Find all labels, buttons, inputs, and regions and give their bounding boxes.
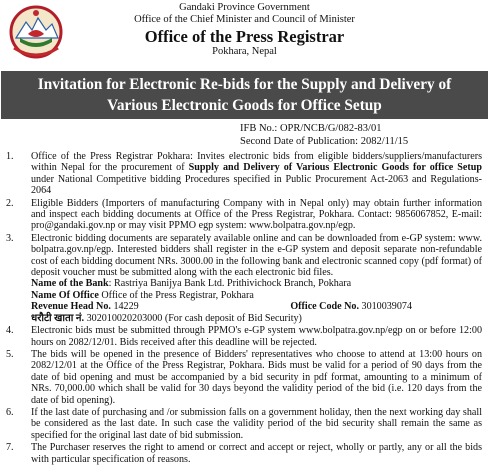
publication-date: Second Date of Publication: 2082/11/15 bbox=[240, 135, 409, 147]
office-value: Office of the Press Registrar, Pokhara bbox=[98, 289, 254, 301]
revenue-row bbox=[31, 301, 482, 312]
office-label: Name Of Office bbox=[31, 289, 99, 301]
item-number: 6. bbox=[6, 406, 14, 418]
letterhead bbox=[0, 2, 489, 58]
office-code-value: 3010039074 bbox=[359, 301, 412, 313]
location-line: Pokhara, Nepal bbox=[212, 46, 277, 57]
item-text: Eligible Bidders (Importers of manufacturing Company with in Nepal only) may obtain further information and inspect each bidding documents at Office of the Press Registrar, Pokhara. Contact: 9856067852, E-mail: pro@gandaki.gov.np or may visit PPMO egp system: www.bolpatra.gov.np/egp. bbox=[31, 197, 482, 232]
revenue-label: Revenue Head No. bbox=[31, 301, 111, 313]
list-item bbox=[6, 325, 482, 348]
item-text-part: under National Competitive bidding Procedures specified in Public Procurement Act-2063 and Regulations-2064 bbox=[31, 173, 482, 197]
banner-line-2: Various Electronic Goods for Office Setup bbox=[107, 97, 382, 114]
item-text-bold: Supply and Delivery of Various Electronic Goods for office Setup bbox=[188, 162, 482, 174]
item-text: If the last date of purchasing and /or submission falls on a government holiday, then the next working day shall be considered as the last date. In such case the validity period of the bid security shall remain the same as specified for the original last date of bid submission. bbox=[31, 406, 482, 441]
bank-label: Name of the Bank bbox=[31, 278, 109, 290]
item-number: 4. bbox=[6, 325, 14, 337]
office-code bbox=[290, 301, 412, 312]
item-text bbox=[31, 151, 482, 197]
item-text-part: Office of the Press Registrar Pokhara: Invites electronic bids from eligible bidders/suppliers/manufacturers within Nepal for the procurement of bbox=[31, 151, 482, 174]
list-item bbox=[6, 233, 482, 324]
revenue-value: 14229 bbox=[113, 301, 139, 313]
bank-value: : Rastriya Banijya Bank Ltd. Prithivichock Branch, Pokhara bbox=[108, 278, 352, 290]
office-row bbox=[31, 290, 482, 301]
item-text: The Purchaser reserves the right to amend or correct and accept or reject, wholly or partly, any or all the bids with particular specification of reasons. bbox=[31, 442, 482, 465]
office-code-label: Office Code No. bbox=[290, 301, 359, 313]
item-text: Electronic bids must be submitted through PPMO's e-GP system www.bolpatra.gov.np/egp on or before 12:00 hours on 2082/12/01. Bids received after this deadline will be rejected. bbox=[31, 325, 482, 348]
banner-line-1: Invitation for Electronic Re-bids for the Supply and Delivery of bbox=[37, 76, 452, 93]
item-text: Electronic bidding documents are separately available online and can be downloaded from e-GP system: www. bolpatra.gov.np/egp. Interested bidders shall register in the e-GP system and deposit separate non-refundable cost of each bidding document NRs. 3000.00 in the following bank and electronic scanned copy (pdf format) of deposit voucher must be submitted along with the each electronic bid files. bbox=[31, 232, 483, 279]
item-number: 1. bbox=[6, 151, 14, 162]
item-number: 5. bbox=[6, 348, 14, 360]
revenue-head bbox=[31, 301, 139, 312]
list-item bbox=[6, 442, 482, 465]
item-number: 7. bbox=[6, 442, 14, 454]
notice-items bbox=[6, 151, 482, 466]
item-text: The bids will be opened in the presence of Bidders' representatives who choose to attend at 13:00 hours on 2082/12/01 at the Office of the Press Registrar, Pokhara. Bids must be valid for a period of 90 days from the date of bid opening and must be accompanied by a bid security in pdf format, amounting to a minimum of NRs. 70,000.00 which shall be valid for 30 days beyond the validity period of the bid (i.e. 120 days from the date of bid opening). bbox=[31, 348, 482, 406]
item-number: 2. bbox=[6, 197, 14, 209]
office-title: Office of the Press Registrar bbox=[144, 27, 345, 46]
account-row bbox=[31, 313, 482, 324]
item-number: 3. bbox=[6, 232, 14, 244]
province-line: Gandaki Province Government bbox=[179, 2, 310, 13]
account-label: धरौटी खाता नं. bbox=[31, 312, 85, 324]
notice-banner bbox=[1, 71, 488, 119]
list-item bbox=[6, 349, 482, 406]
bank-row bbox=[31, 278, 482, 289]
ministry-line: Office of the Chief Minister and Council of Minister bbox=[134, 14, 355, 25]
ifb-number: IFB No.: OPR/NCB/G/082-83/01 bbox=[240, 123, 382, 134]
list-item bbox=[6, 407, 482, 441]
reference-block bbox=[240, 123, 408, 148]
list-item bbox=[6, 151, 482, 197]
list-item bbox=[6, 198, 482, 232]
account-value: 302010020203000 (For cash deposit of Bid Security) bbox=[84, 312, 302, 324]
